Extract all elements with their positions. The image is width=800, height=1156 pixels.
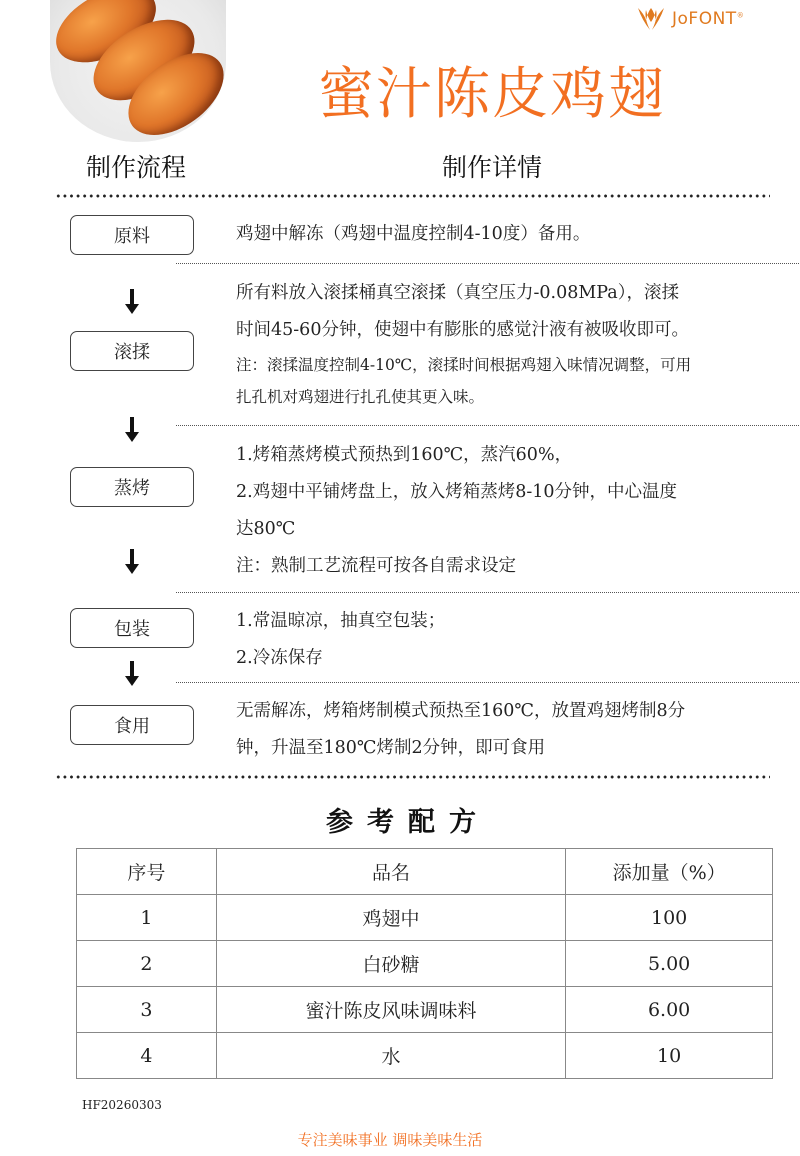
step-box-packaging: 包装 [70,608,194,648]
cell-ingredient: 鸡翅中 [216,895,565,941]
column-header: 品名 [216,849,565,895]
cell-index: 2 [77,941,217,987]
process-heading: 制作流程 [86,153,187,182]
detail-line: 1.烤箱蒸烤模式预热到160℃，蒸汽60%， [236,445,573,465]
step-box-tumbling: 滚揉 [70,331,194,371]
cell-amount: 10 [566,1033,773,1079]
cell-amount: 6.00 [566,987,773,1033]
detail-line: 时间45-60分钟，使翅中有膨胀的感觉汁液有被吸收即可。 [236,320,689,340]
divider [55,194,770,198]
step-detail-raw-material [236,216,796,253]
detail-note: 注：滚揉温度控制4-10℃，滚揉时间根据鸡翅入味情况调整，可用 [236,356,692,374]
cell-ingredient: 蜜汁陈皮风味调味料 [216,987,565,1033]
step-detail-tumbling [236,275,796,413]
cell-index: 1 [77,895,217,941]
detail-line: 2.鸡翅中平铺烤盘上，放入烤箱蒸烤8-10分钟，中心温度 [236,482,678,502]
cell-ingredient: 水 [216,1033,565,1079]
detail-line: 钟，升温至180℃烤制2分钟，即可食用 [236,738,546,758]
step-detail-steam-roast [236,437,796,585]
step-box-steam-roast: 蒸烤 [70,467,194,507]
divider [176,425,800,426]
divider [176,592,800,593]
slogan: 专注美味事业 调味美味生活 [297,1131,483,1149]
cell-amount: 5.00 [566,941,773,987]
detail-heading: 制作详情 [442,153,543,182]
detail-note: 注：熟制工艺流程可按各自需求设定 [236,556,516,576]
cell-ingredient: 白砂糖 [216,941,565,987]
cell-index: 4 [77,1033,217,1079]
step-box-serving: 食用 [70,705,194,745]
page-title: 蜜汁陈皮鸡翅 [318,62,666,127]
column-header: 序号 [77,849,217,895]
chicken-wings-photo [50,0,226,142]
detail-note: 扎孔机对鸡翅进行扎孔使其更入味。 [236,388,485,406]
step-detail-packaging [236,603,796,677]
detail-line: 达80℃ [236,519,296,539]
down-arrow-icon [125,661,139,687]
down-arrow-icon [125,549,139,575]
step-box-raw-material: 原料 [70,215,194,255]
detail-line: 1.常温晾凉，抽真空包装； [236,611,446,631]
detail-line: 鸡翅中解冻（鸡翅中温度控制4-10度）备用。 [236,224,591,244]
recipe-table [76,848,773,1079]
brand-logo [636,6,744,32]
divider [176,263,800,264]
cell-amount: 100 [566,895,773,941]
detail-line: 2.冷冻保存 [236,648,323,668]
table-row [77,941,773,987]
detail-line: 无需解冻，烤箱烤制模式预热至160℃，放置鸡翅烤制8分 [236,701,686,721]
step-detail-serving [236,693,796,767]
cell-index: 3 [77,987,217,1033]
table-row [77,987,773,1033]
down-arrow-icon [125,417,139,443]
detail-line: 所有料放入滚揉桶真空滚揉（真空压力-0.08MPa），滚揉 [236,283,679,303]
divider [55,775,770,779]
table-row [77,895,773,941]
column-header: 添加量（%） [566,849,773,895]
table-header-row [77,849,773,895]
table-row [77,1033,773,1079]
down-arrow-icon [125,289,139,315]
divider [176,682,800,683]
document-code: HF20260303 [82,1098,162,1112]
brand-name: JoFONT® [672,9,745,29]
brand-mark-icon [636,6,666,32]
recipe-heading: 参考配方 [326,807,490,838]
